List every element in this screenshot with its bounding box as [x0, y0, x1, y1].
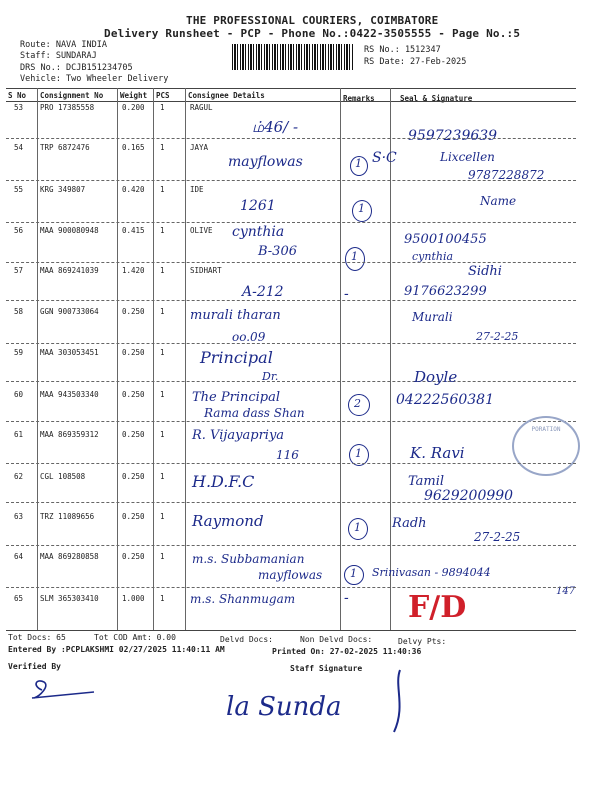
- total-cod: Tot COD Amt: 0.00: [94, 633, 176, 642]
- row-sno: 54: [14, 143, 24, 152]
- row-sno: 60: [14, 390, 24, 399]
- entered-by: Entered By :PCPLAKSHMI 02/27/2025 11:40:11 AM: [8, 645, 225, 654]
- row-sno: 58: [14, 307, 24, 316]
- handwritten-note: A-212: [242, 284, 284, 300]
- row-divider: [6, 262, 576, 263]
- signature-flourish: [384, 666, 414, 736]
- handwritten-dash: -: [344, 590, 349, 606]
- handwritten-signature: Radh: [392, 516, 427, 531]
- row-consignment: TRZ 11089656: [40, 512, 95, 521]
- col-divider: [340, 88, 341, 630]
- col-consignment: Consignment No: [40, 91, 104, 100]
- handwritten-note: oo.09: [232, 330, 266, 344]
- row-consignment: MAA 900080948: [40, 226, 99, 235]
- handwritten-note: murali tharan: [190, 308, 281, 323]
- table-top-rule: [6, 88, 576, 89]
- col-divider: [37, 88, 38, 630]
- staff-signature: la Sunda: [226, 692, 342, 722]
- row-pcs: 1: [160, 348, 165, 357]
- row-consignment: MAA 303053451: [40, 348, 99, 357]
- handwritten-signature: Lixcellen: [440, 150, 495, 164]
- handwritten-signature: Tamil: [408, 474, 445, 489]
- row-consignee: SIDHART: [190, 266, 222, 275]
- delivery-points: Delvy Pts:: [398, 637, 447, 646]
- row-divider: [6, 222, 576, 223]
- stamp-text: PORATION: [531, 426, 561, 433]
- verifier-signature: [28, 676, 98, 706]
- row-weight: 0.200: [122, 103, 145, 112]
- col-weight: Weight: [120, 91, 148, 100]
- row-consignment: SLM 365303410: [40, 594, 99, 603]
- handwritten-note: 116: [276, 448, 299, 462]
- row-consignee: OLIVE: [190, 226, 213, 235]
- table-head-rule: [6, 101, 576, 102]
- handwritten-note: 1261: [240, 198, 276, 214]
- row-sno: 63: [14, 512, 24, 521]
- row-sno: 64: [14, 552, 24, 561]
- row-weight: 0.250: [122, 430, 145, 439]
- row-pcs: 1: [160, 472, 165, 481]
- row-pcs: 1: [160, 430, 165, 439]
- row-pcs: 1: [160, 226, 165, 235]
- fd-mark: F/D: [408, 590, 467, 625]
- row-pcs: 1: [160, 594, 165, 603]
- row-sno: 59: [14, 348, 24, 357]
- handwritten-phone: 9176623299: [404, 284, 487, 299]
- table-bottom-rule: [6, 630, 576, 631]
- row-consignment: MAA 869241039: [40, 266, 99, 275]
- circle-digit: 1: [358, 202, 365, 215]
- col-sno: S No: [8, 91, 27, 100]
- runsheet-title: Delivery Runsheet - PCP - Phone No.:0422-3505555 - Page No.:5: [104, 27, 521, 40]
- handwritten-note: cynthia: [232, 224, 285, 240]
- verified-by-label: Verified By: [8, 662, 61, 671]
- circle-digit: 1: [351, 250, 358, 263]
- circle-digit: 2: [354, 397, 361, 410]
- row-weight: 0.420: [122, 185, 145, 194]
- row-consignment: MAA 869280858: [40, 552, 99, 561]
- row-weight: 1.420: [122, 266, 145, 275]
- row-pcs: 1: [160, 307, 165, 316]
- handwritten-signature: Murali: [412, 310, 453, 324]
- row-sno: 62: [14, 472, 24, 481]
- handwritten-dash: -: [344, 286, 349, 302]
- row-consignment: TRP 6872476: [40, 143, 90, 152]
- row-pcs: 1: [160, 390, 165, 399]
- handwritten-date: 27-2-25: [476, 330, 519, 343]
- rs-number: RS No.: 1512347: [364, 45, 441, 55]
- handwritten-note: mayflowas: [258, 568, 323, 582]
- row-sno: 61: [14, 430, 24, 439]
- row-consignment: CGL 108508: [40, 472, 86, 481]
- total-docs: Tot Docs: 65: [8, 633, 66, 642]
- handwritten-signature: Sidhi: [468, 264, 502, 279]
- handwritten-note: m.s. Subbamanian: [192, 552, 305, 566]
- row-weight: 1.000: [122, 594, 145, 603]
- row-sno: 65: [14, 594, 24, 603]
- handwritten-signature: Srinivasan - 9894044: [372, 566, 491, 579]
- printed-on: Printed On: 27-02-2025 11:40:36: [272, 647, 422, 656]
- handwritten-note: mayflowas: [228, 154, 303, 170]
- barcode: [232, 44, 354, 70]
- row-consignee: RAGUL: [190, 103, 213, 112]
- handwritten-signature: cynthia: [412, 250, 454, 263]
- row-sno: 57: [14, 266, 24, 275]
- delivered-docs: Delvd Docs:: [220, 635, 273, 644]
- row-weight: 0.415: [122, 226, 145, 235]
- drs-number: DRS No.: DCJB151234705: [20, 63, 133, 73]
- circle-digit: 1: [355, 157, 362, 170]
- handwritten-note: 147: [556, 586, 576, 597]
- handwritten-signature: K. Ravi: [410, 444, 465, 462]
- handwritten-note: ம்46/ -: [252, 118, 299, 136]
- handwritten-note: m.s. Shanmugam: [190, 592, 296, 606]
- row-divider: [6, 381, 576, 382]
- row-divider: [6, 463, 576, 464]
- staff-signature-label: Staff Signature: [290, 664, 363, 673]
- row-sno: 56: [14, 226, 24, 235]
- row-divider: [6, 502, 576, 503]
- handwritten-note: H.D.F.C: [192, 472, 255, 491]
- row-consignee: JAYA: [190, 143, 209, 152]
- row-sno: 55: [14, 185, 24, 194]
- row-pcs: 1: [160, 103, 165, 112]
- col-divider: [117, 88, 118, 630]
- row-consignment: KRG 349807: [40, 185, 86, 194]
- row-pcs: 1: [160, 266, 165, 275]
- row-consignee: IDE: [190, 185, 204, 194]
- handwritten-note: Principal: [200, 348, 273, 367]
- row-divider: [6, 300, 576, 301]
- handwritten-note: Rama dass Shan: [204, 406, 305, 420]
- row-divider: [6, 545, 576, 546]
- handwritten-signature: Name: [480, 194, 517, 208]
- handwritten-phone: 9500100455: [404, 232, 487, 247]
- row-pcs: 1: [160, 185, 165, 194]
- company-stamp: [512, 416, 580, 476]
- row-divider: [6, 587, 576, 588]
- handwritten-signature: Doyle: [414, 368, 458, 386]
- row-divider: [6, 180, 576, 181]
- circle-digit: 1: [354, 521, 361, 534]
- handwritten-phone: 9629200990: [424, 488, 514, 504]
- handwritten-date: 27-2-25: [474, 530, 521, 544]
- col-remarks: Remarks: [343, 94, 375, 103]
- row-weight: 0.250: [122, 472, 145, 481]
- col-divider: [390, 88, 391, 630]
- row-consignment: MAA 869359312: [40, 430, 99, 439]
- row-sno: 53: [14, 103, 24, 112]
- row-divider: [6, 343, 576, 344]
- row-consignment: GGN 900733064: [40, 307, 99, 316]
- col-pcs: PCS: [156, 91, 170, 100]
- row-pcs: 1: [160, 552, 165, 561]
- row-weight: 0.165: [122, 143, 145, 152]
- col-consignee: Consignee Details: [188, 91, 265, 100]
- row-weight: 0.250: [122, 307, 145, 316]
- circle-digit: 1: [350, 567, 357, 580]
- row-divider: [6, 138, 576, 139]
- handwritten-note: Raymond: [192, 512, 264, 530]
- route-label: Route: NAVA INDIA: [20, 40, 107, 50]
- staff-label: Staff: SUNDARAJ: [20, 51, 97, 61]
- row-consignment: PRO 17385558: [40, 103, 95, 112]
- handwritten-phone: 9787228872: [468, 168, 545, 182]
- row-pcs: 1: [160, 512, 165, 521]
- col-divider: [153, 88, 154, 630]
- row-weight: 0.250: [122, 390, 145, 399]
- non-delivered-docs: Non Delvd Docs:: [300, 635, 373, 644]
- handwritten-note: Dr.: [262, 370, 279, 383]
- handwritten-remark: S·C: [372, 150, 397, 166]
- row-weight: 0.250: [122, 552, 145, 561]
- row-weight: 0.250: [122, 512, 145, 521]
- vehicle-label: Vehicle: Two Wheeler Delivery: [20, 74, 169, 84]
- row-pcs: 1: [160, 143, 165, 152]
- handwritten-note: The Principal: [192, 390, 281, 405]
- col-seal: Seal & Signature: [400, 94, 473, 103]
- rs-date: RS Date: 27-Feb-2025: [364, 57, 467, 67]
- row-divider: [6, 421, 576, 422]
- row-consignment: MAA 943503340: [40, 390, 99, 399]
- company-title: THE PROFESSIONAL COURIERS, COIMBATORE: [186, 14, 439, 27]
- handwritten-note: B-306: [258, 244, 297, 259]
- col-divider: [185, 88, 186, 630]
- handwritten-phone: 04222560381: [396, 392, 494, 408]
- handwritten-note: R. Vijayapriya: [192, 428, 285, 443]
- circle-digit: 1: [355, 447, 362, 460]
- row-weight: 0.250: [122, 348, 145, 357]
- handwritten-phone: 9597239639: [408, 128, 498, 144]
